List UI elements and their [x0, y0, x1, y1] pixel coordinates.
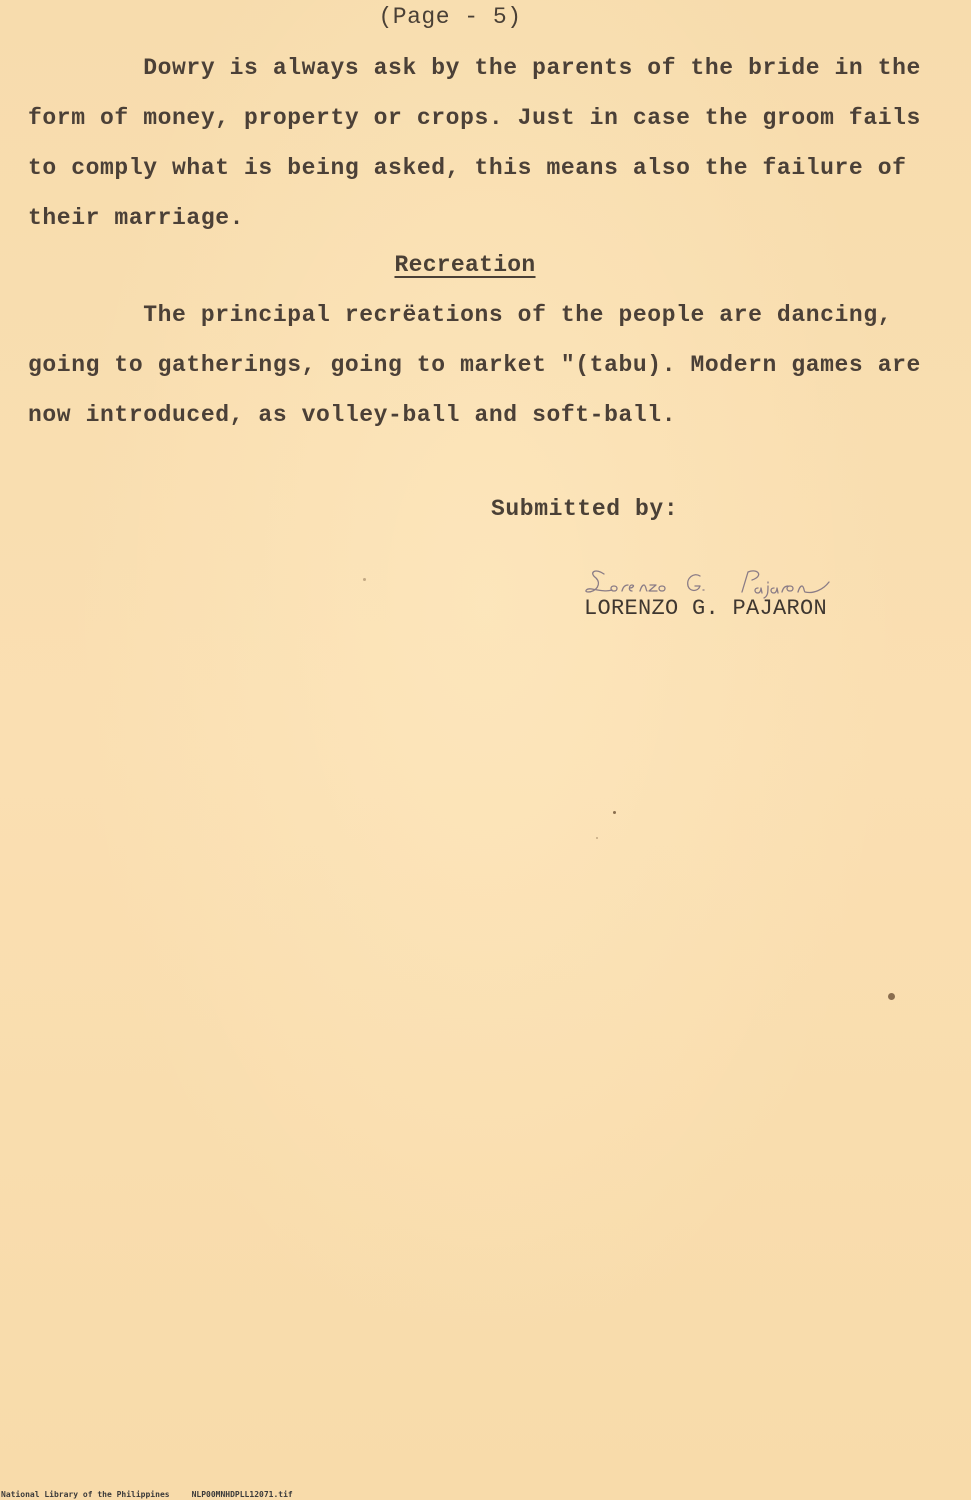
submitted-by-label: Submitted by:: [491, 496, 679, 522]
paragraph-line: The principal recrëations of the people are dancing,: [28, 302, 893, 328]
recreation-heading: Recreation: [394, 252, 536, 278]
paper-speck: [596, 837, 598, 839]
page-number-label: (Page - 5): [378, 4, 522, 30]
paper-speck: [363, 578, 366, 581]
signature-block: [582, 562, 882, 632]
paper-speck: [613, 811, 616, 814]
signer-name: LORENZO G. PAJARON: [584, 596, 828, 621]
paragraph-line: now introduced, as volley-ball and soft-ball.: [28, 402, 677, 428]
paragraph-line: to comply what is being asked, this means also the failure of: [28, 155, 907, 181]
recreation-paragraph: [28, 290, 938, 440]
paragraph-line: their marriage.: [28, 205, 245, 231]
dowry-paragraph: [28, 43, 938, 243]
footer-institution: National Library of the Philippines: [1, 1490, 170, 1499]
footer-filename: NLP00MNHDPLL12071.tif: [191, 1490, 293, 1499]
paper-speck: [888, 993, 895, 1000]
paragraph-line: form of money, property or crops. Just in case the groom fails: [28, 105, 921, 131]
paragraph-line: going to gatherings, going to market "(tabu). Modern games are: [28, 352, 921, 378]
archive-footer: [1, 1490, 293, 1499]
section-heading: [0, 252, 930, 278]
paragraph-line: Dowry is always ask by the parents of the bride in the: [28, 55, 921, 81]
